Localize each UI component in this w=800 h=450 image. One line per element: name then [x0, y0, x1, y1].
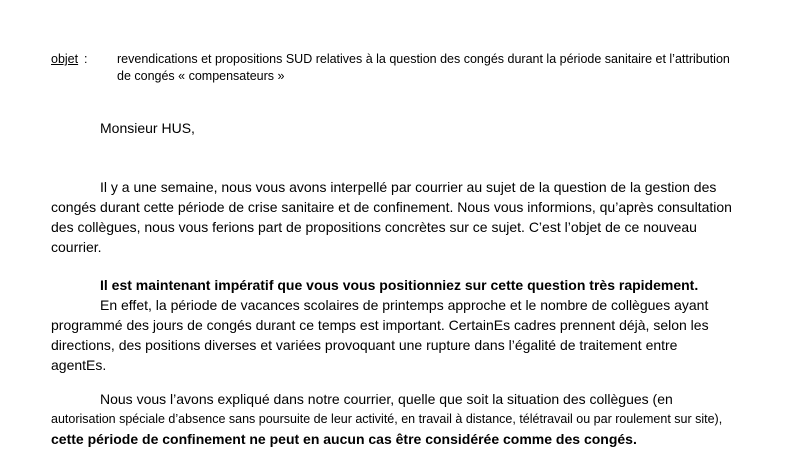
paragraph-urgency — [51, 275, 751, 375]
paragraph-line: Il y a une semaine, nous vous avons interpellé par courrier au sujet de la question de la gestion des — [100, 179, 717, 195]
objet-text — [117, 51, 751, 85]
paragraph-line: courrier. — [51, 239, 102, 255]
paragraph-bold-line: Il est maintenant impératif que vous vous positionniez sur cette question très rapidement. — [100, 277, 699, 293]
objet-text-line: revendications et propositions SUD relatives à la question des congés durant la période sanitaire et l’attribution — [117, 52, 730, 66]
paragraph-line: directions, des positions diverses et variées provoquant une rupture dans l’égalité de traitement entre — [51, 337, 678, 353]
objet-colon: : — [84, 52, 88, 66]
paragraph-line: des collègues, nous vous ferions part de propositions concrètes sur ce sujet. C’est l’objet de ce nouveau — [51, 219, 697, 235]
objet-text-line: de congés « compensateurs » — [117, 69, 285, 83]
paragraph-line: Nous vous l’avons expliqué dans notre courrier, quelle que soit la situation des collègues (en — [100, 391, 673, 407]
paragraph-bold-line: cette période de confinement ne peut en aucun cas être considérée comme des congés. — [51, 431, 637, 447]
paragraph-intro — [51, 177, 751, 257]
paragraph-line: congés durant cette période de crise sanitaire et de confinement. Nous vous informions, qu’après consultation — [51, 199, 732, 215]
paragraph-line: agentEs. — [51, 357, 107, 373]
paragraph-line: programmé des jours de congés durant ce temps est important. CertainEs cadres prennent déjà, selon les — [51, 317, 709, 333]
paragraph-confinement — [51, 389, 751, 449]
salutation: Monsieur HUS, — [100, 120, 195, 136]
objet-label: objet — [51, 52, 79, 66]
paragraph-line: En effet, la période de vacances scolaires de printemps approche et le nombre de collègues ayant — [100, 297, 709, 313]
paragraph-line: autorisation spéciale d’absence sans poursuite de leur activité, en travail à distance, télétravail ou par roulement sur site), — [51, 412, 723, 426]
